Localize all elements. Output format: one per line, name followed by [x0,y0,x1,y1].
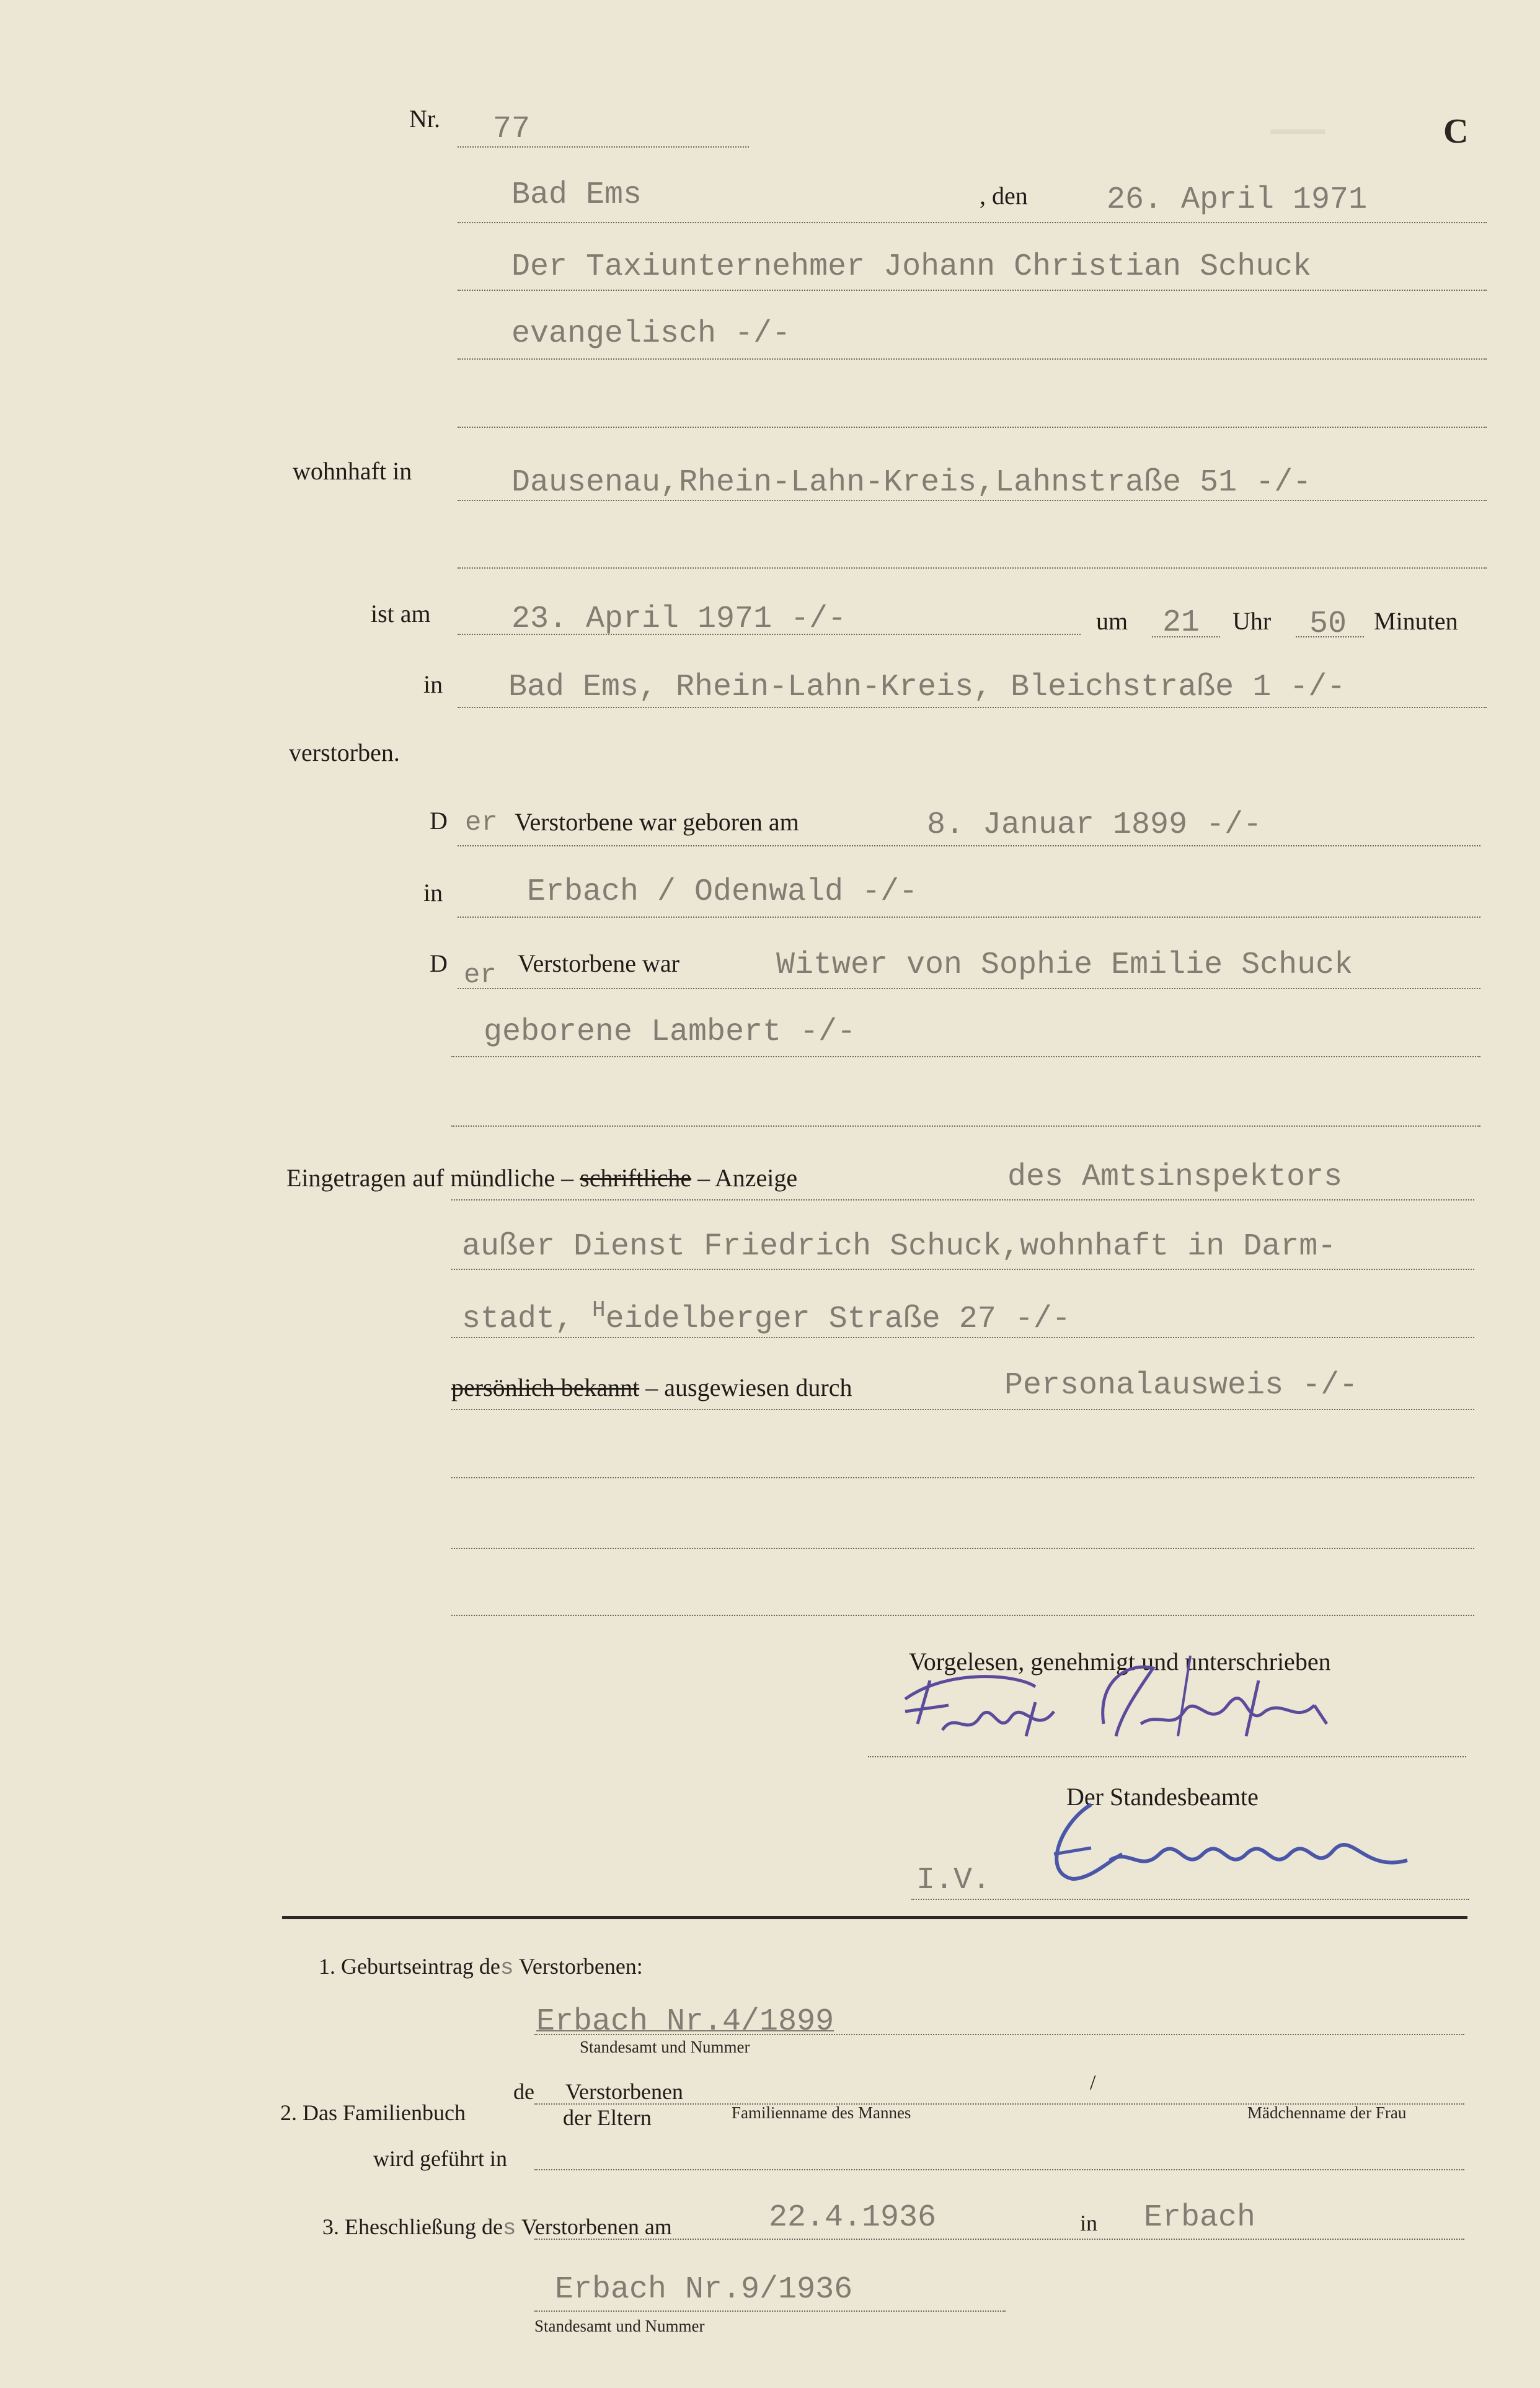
item1-label [319,1953,643,1981]
item2-verstorbenen: Verstorbenen [565,2079,683,2104]
death-date-value: 23. April 1971 -/- [511,601,847,637]
corner-letter: C [1443,112,1469,151]
informant-line-3b: eidelberger Straße 27 -/- [605,1302,1071,1337]
item3-suffix: Verstorbenen am [521,2214,672,2239]
item2-eltern: der Eltern [563,2105,652,2130]
status-line-1: Witwer von Sophie Emilie Schuck [776,948,1353,983]
person-line-2: evangelisch -/- [511,316,791,352]
informant-line-2: außer Dienst Friedrich Schuck,wohnhaft in Darm- [462,1229,1337,1264]
item3-in: in [1080,2211,1098,2235]
um-label: um [1096,607,1128,635]
hour-value: 21 [1162,605,1200,641]
item1-caption: Standesamt und Nummer [580,2038,750,2056]
verstorben-label: verstorben. [289,739,400,766]
minute-value: 50 [1309,606,1347,642]
bleed-through: ▁▁▁ [1271,102,1325,136]
item3-caption: Standesamt und Nummer [534,2317,705,2335]
in-label: in [423,670,443,698]
item3-value: Erbach Nr.9/1936 [555,2272,853,2307]
born-label: Verstorbene war geboren am [515,808,799,836]
birth-in-label: in [423,879,443,907]
item2-label: 2. Das Familienbuch [280,2100,466,2125]
identification-label [451,1373,852,1402]
born-prefix: D [430,807,448,835]
death-place-value: Bad Ems, Rhein-Lahn-Kreis, Bleichstraße 1 -/- [508,670,1346,705]
item3-date: 22.4.1936 [769,2200,937,2235]
war-label: Verstorbene war [518,949,679,977]
uhr-label: Uhr [1232,607,1272,635]
item1-value: Erbach Nr.4/1899 [536,2004,834,2040]
born-suffix: er [465,807,498,838]
status-line-2: geborene Lambert -/- [484,1014,856,1050]
informant-line-3-H: H [592,1297,606,1323]
item3-label-text: 3. Eheschließung de [322,2214,503,2239]
item2-frau: Mädchenname der Frau [1247,2103,1407,2122]
wohnhaft-label: wohnhaft in [293,457,412,485]
item1-suffix: Verstorbenen: [518,1954,643,1979]
informant-line-3 [462,1297,1071,1337]
birth-place-value: Erbach / Odenwald -/- [527,874,918,910]
vorgelesen-label: Vorgelesen, genehmigt und unterschrieben [909,1648,1331,1676]
place-value: Bad Ems [511,177,642,213]
ist-am-label: ist am [371,600,431,628]
item1-label-text: 1. Geburtseintrag de [319,1954,500,1979]
eingetragen-label [286,1163,797,1192]
informant-line-1: des Amtsinspektors [1007,1160,1343,1195]
ausgewiesen-text: – ausgewiesen durch [645,1374,852,1401]
war-suffix: er [464,960,497,991]
item2-slash: / [1090,2071,1096,2094]
den-label: , den [980,182,1028,210]
birth-date-value: 8. Januar 1899 -/- [927,807,1262,843]
person-line-1: Der Taxiunternehmer Johann Christian Schuck [511,249,1312,285]
id-doc-value: Personalausweis -/- [1004,1368,1358,1403]
item2-mann: Familienname des Mannes [732,2103,911,2122]
minuten-label: Minuten [1374,607,1458,635]
nr-value: 77 [493,112,531,147]
iv-value: I.V. [916,1863,991,1898]
schriftliche-struck: schriftliche [580,1164,692,1192]
registrar-signature [1017,1786,1414,1898]
war-prefix: D [430,949,448,977]
item3-s: s [502,2216,516,2241]
eingetragen-text: Eingetragen auf mündliche – [286,1164,574,1192]
item1-s: s [500,1955,514,1981]
nr-label: Nr. [409,105,440,133]
standesbeamte-label: Der Standesbeamte [1066,1783,1259,1811]
item2-de: de [513,2079,534,2104]
bekannt-struck: persönlich bekannt [451,1374,640,1401]
item3-label [322,2214,672,2241]
item2-gefuehrt: wird geführt in [373,2146,507,2171]
informant-signature [893,1643,1401,1767]
anzeige-text: – Anzeige [697,1164,798,1192]
informant-line-3a: stadt, [462,1302,574,1337]
date-value: 26. April 1971 [1107,182,1368,218]
residence-value: Dausenau,Rhein-Lahn-Kreis,Lahnstraße 51 -/- [511,465,1312,500]
item3-place: Erbach [1144,2200,1256,2235]
